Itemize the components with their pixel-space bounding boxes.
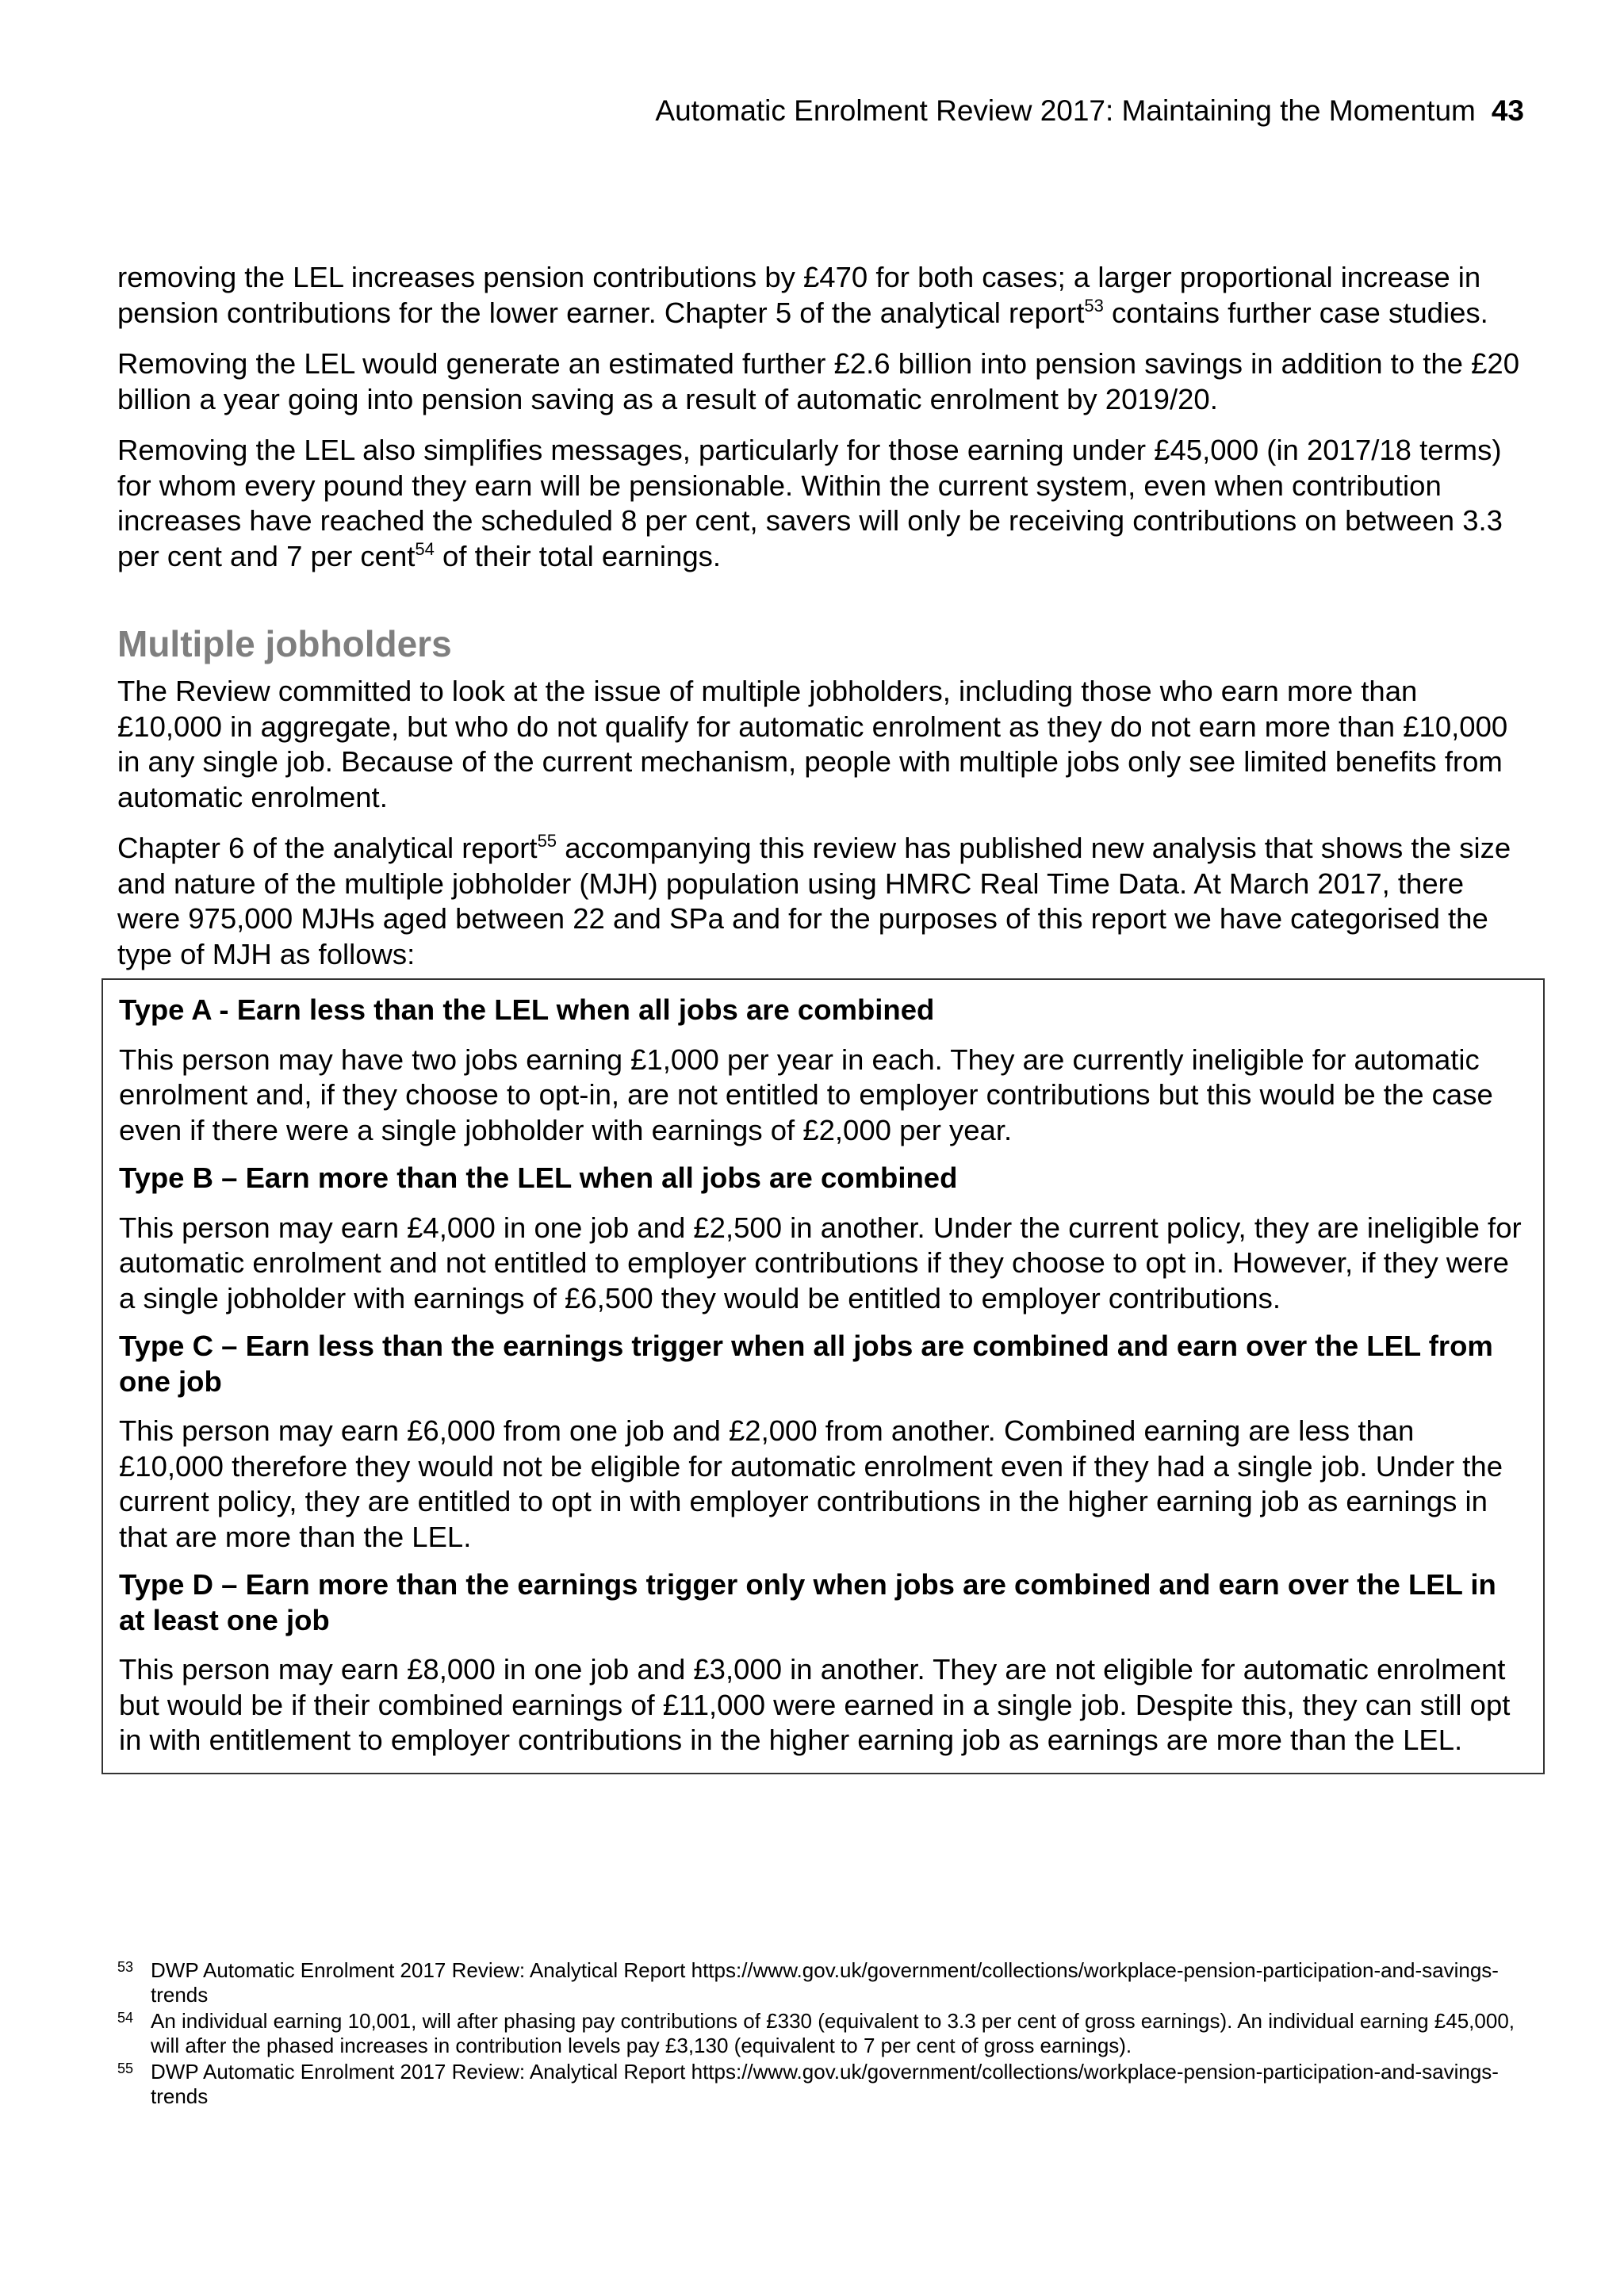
type-d-text: This person may earn £8,000 in one job and £3,000 in another. They are not eligible for automatic enrolment but would be if their combined earnings of £11,000 were earned in a single job. Despite this, they can still opt in with entitlement to employer contributions in the higher earning job as earnings are more than the LEL. <box>119 1653 1511 1756</box>
footnote-number: 54 <box>117 2010 134 2026</box>
paragraph-text: removing the LEL increases pension contributions by £470 for both cases; a larger proportional increase in pension contributions for the lower earner. Chapter 5 of the analytical report <box>117 261 1481 329</box>
footnote-ref-53[interactable]: 53 <box>1084 295 1104 316</box>
mjh-types-box <box>102 978 1545 1774</box>
paragraph <box>117 831 1529 972</box>
footnote-ref-54[interactable]: 54 <box>415 538 435 559</box>
footnote-number: 55 <box>117 2061 134 2076</box>
footnote <box>117 2060 1529 2109</box>
section-heading: Multiple jobholders <box>117 623 452 664</box>
paragraph <box>117 433 1529 574</box>
type-a-heading: Type A - Earn less than the LEL when all jobs are combined <box>119 993 935 1026</box>
paragraph-text: Chapter 6 of the analytical report <box>117 832 538 864</box>
type-b-heading: Type B – Earn more than the LEL when all jobs are combined <box>119 1161 958 1194</box>
type-c-heading: Type C – Earn less than the earnings trigger when all jobs are combined and earn over the LEL from one job <box>119 1330 1493 1398</box>
footnotes <box>117 1958 1529 2110</box>
footnote <box>117 1958 1529 2007</box>
footnote-text: An individual earning 10,001, will after phasing pay contributions of £330 (equivalent to 3.3 per cent of gross earnings). An individual earning £45,000, will after the phased increases in contribution levels pay £3,130 (equivalent to 7 per cent of gross earnings). <box>151 2009 1515 2057</box>
type-a-text: This person may have two jobs earning £1,000 per year in each. They are currently ineligible for automatic enrolment and, if they choose to opt-in, are not entitled to employer contributions but this would be the case even if there were a single jobholder with earnings of £2,000 per year. <box>119 1043 1493 1146</box>
page-number: 43 <box>1491 94 1524 127</box>
type-b-text: This person may earn £4,000 in one job and £2,500 in another. Under the current policy, they are ineligible for automatic enrolment and not entitled to employer contributions if they choose to opt in. However, if they were a single jobholder with earnings of £6,500 they would be entitled to employer contributions. <box>119 1211 1522 1314</box>
main-content <box>117 260 1529 1774</box>
paragraph-text: Removing the LEL also simplifies messages, particularly for those earning under £45,000 (in 2017/18 terms) for whom every pound they earn will be pensionable. Within the current system, even when contribution increases have reached the scheduled 8 per cent, savers will only be receiving contributions on between 3.3 per cent and 7 per cent <box>117 434 1503 572</box>
footnote <box>117 2009 1529 2058</box>
paragraph-text: of their total earnings. <box>434 539 722 572</box>
paragraph: The Review committed to look at the issue of multiple jobholders, including those who earn more than £10,000 in aggregate, but who do not qualify for automatic enrolment as they do not earn more than £10,000 in any single job. Because of the current mechanism, people with multiple jobs only see limited benefits from automatic enrolment. <box>117 675 1508 813</box>
footnote-text: DWP Automatic Enrolment 2017 Review: Analytical Report https://www.gov.uk/government/collections/workplace-pension-participation-and-savings-trends <box>151 1958 1499 2007</box>
footnote-number: 53 <box>117 1959 134 1975</box>
running-header <box>655 94 1524 128</box>
footnote-ref-55[interactable]: 55 <box>537 831 557 851</box>
paragraph <box>117 260 1529 331</box>
footnote-text: DWP Automatic Enrolment 2017 Review: Analytical Report https://www.gov.uk/government/collections/workplace-pension-participation-and-savings-trends <box>151 2060 1499 2108</box>
paragraph: Removing the LEL would generate an estimated further £2.6 billion into pension savings in addition to the £20 billion a year going into pension saving as a result of automatic enrolment by 2019/20. <box>117 347 1520 415</box>
document-title: Automatic Enrolment Review 2017: Maintaining the Momentum <box>655 94 1476 127</box>
paragraph-text: contains further case studies. <box>1103 296 1488 329</box>
type-d-heading: Type D – Earn more than the earnings trigger only when jobs are combined and earn over the LEL in at least one job <box>119 1568 1496 1636</box>
paragraph-text: accompanying this review has published new analysis that shows the size and nature of the multiple jobholder (MJH) population using HMRC Real Time Data. At March 2017, there were 975,000 MJHs aged between 22 and SPa and for the purposes of this report we have categorised the type of MJH as follows: <box>117 832 1511 970</box>
type-c-text: This person may earn £6,000 from one job and £2,000 from another. Combined earning are less than £10,000 therefore they would not be eligible for automatic enrolment even if they had a single job. Under the current policy, they are entitled to opt in with employer contributions in the higher earning job as earnings in that are more than the LEL. <box>119 1414 1503 1553</box>
